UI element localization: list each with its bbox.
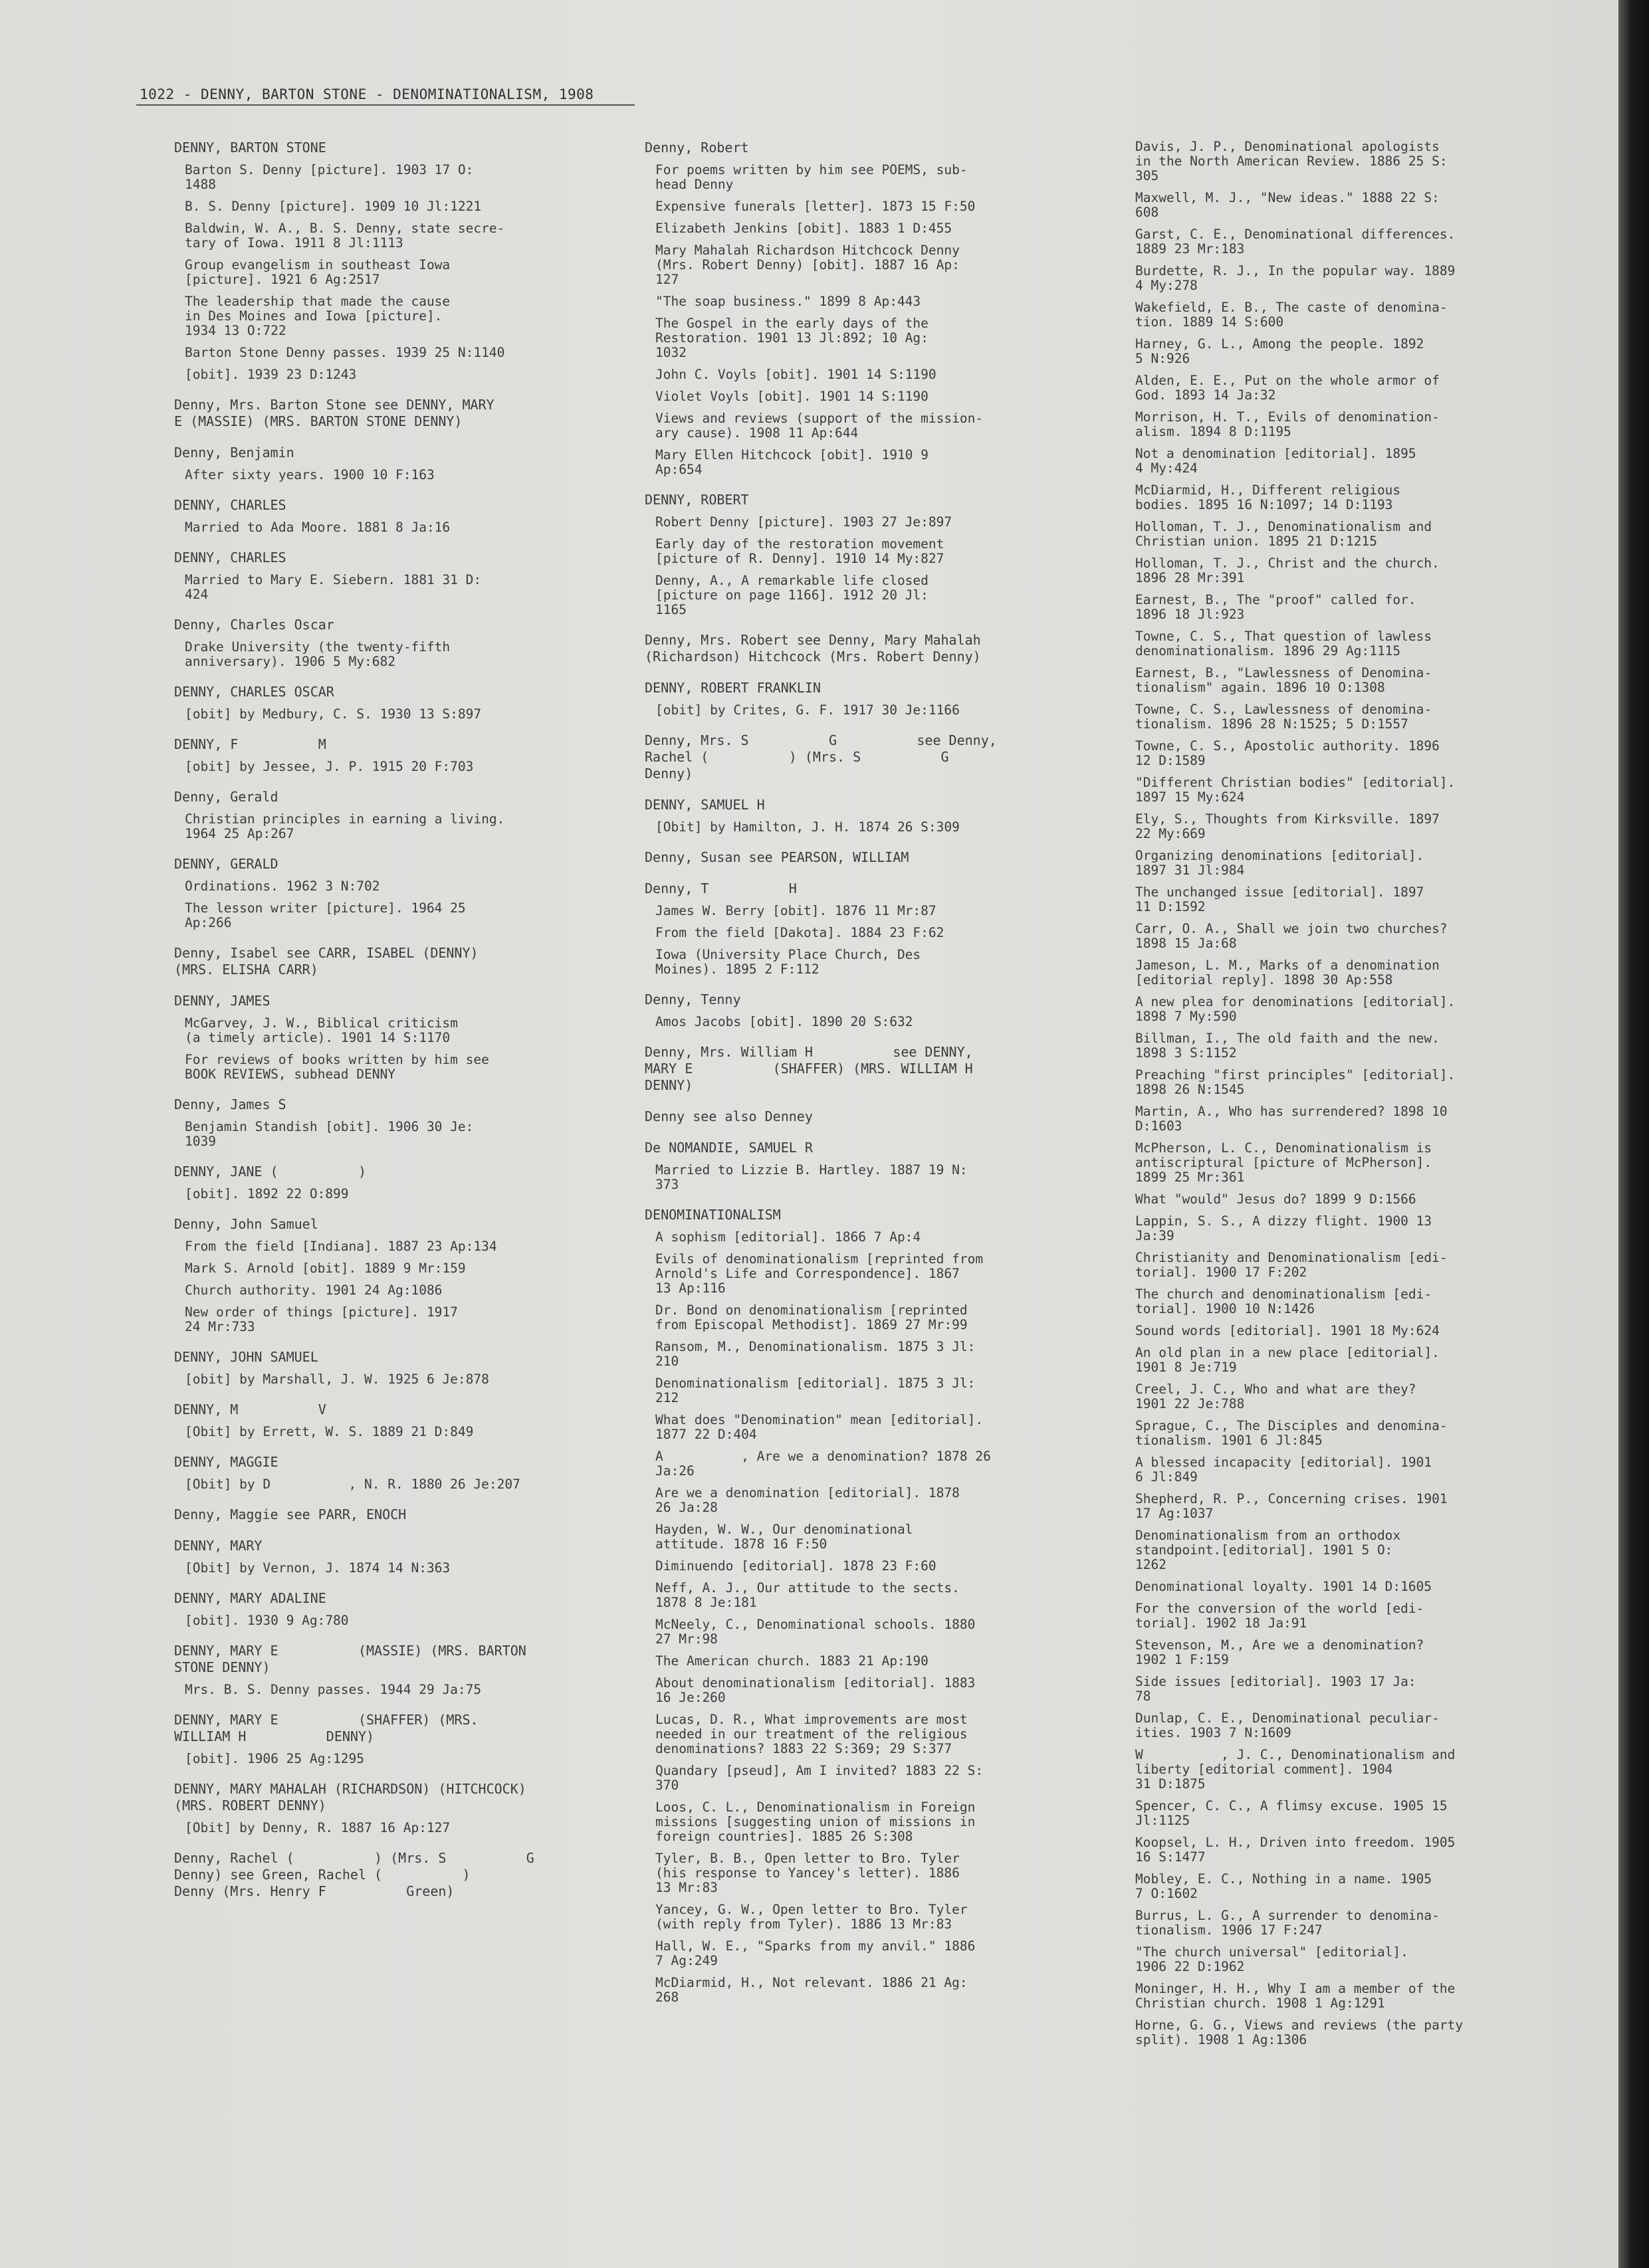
index-entry <box>645 492 1123 617</box>
citation-line: [Obit] by D , N. R. 1880 26 Je:207 <box>185 1477 520 1492</box>
citation-line: [obit]. 1930 9 Ag:780 <box>185 1613 349 1628</box>
citation-line: Barton Stone Denny passes. 1939 25 N:1140 <box>185 345 505 360</box>
citation-line: [obit] by Marshall, J. W. 1925 6 Je:878 <box>185 1372 489 1387</box>
citation-line: [obit]. 1892 22 O:899 <box>185 1186 349 1201</box>
citation-line: Church authority. 1901 24 Ag:1086 <box>185 1283 443 1298</box>
entry-heading: DENNY, MARY E (SHAFFER) (MRS. WILLIAM H DENNY) <box>174 1712 479 1744</box>
citation-line: A new plea for denominations [editorial]. 1898 7 My:590 <box>1135 994 1456 1024</box>
citation-line: Organizing denominations [editorial]. 1897 31 Jl:984 <box>1135 848 1424 878</box>
citation-line: Horne, G. G., Views and reviews (the party split). 1908 1 Ag:1306 <box>1135 2017 1464 2047</box>
citation-line: About denominationalism [editorial]. 1883 16 Je:260 <box>655 1675 976 1705</box>
entry-heading: DENNY, MARY ADALINE <box>174 1590 326 1606</box>
citation-line: Sound words [editorial]. 1901 18 My:624 <box>1135 1323 1440 1338</box>
citation-line: [Obit] by Denny, R. 1887 16 Ap:127 <box>185 1820 451 1835</box>
index-entry <box>645 991 1123 1029</box>
index-entry <box>174 550 639 602</box>
citation-line: Creel, J. C., Who and what are they? 1901 22 Je:788 <box>1135 1382 1416 1411</box>
index-entry <box>174 1712 639 1766</box>
citation-line: Davis, J. P., Denominational apologists in the North American Review. 1886 25 S: 305 <box>1135 139 1448 183</box>
citation-line: Hayden, W. W., Our denominational attitude. 1878 16 F:50 <box>655 1522 913 1552</box>
index-entry <box>174 1096 639 1149</box>
citation-line: After sixty years. 1900 10 F:163 <box>185 467 435 482</box>
entry-heading: DENNY, JOHN SAMUEL <box>174 1349 318 1365</box>
citation-line: Married to Ada Moore. 1881 8 Ja:16 <box>185 520 451 535</box>
entry-heading: Denny, John Samuel <box>174 1216 318 1232</box>
citation-line: John C. Voyls [obit]. 1901 14 S:1190 <box>655 367 936 382</box>
index-entry <box>174 856 639 930</box>
citation-line: McPherson, L. C., Denominationalism is antiscriptural [picture of McPherson]. 1899 25 Mr:361 <box>1135 1140 1432 1185</box>
citation-line: Barton S. Denny [picture]. 1903 17 O: 1488 <box>185 162 474 192</box>
page-header: 1022 - DENNY, BARTON STONE - DENOMINATIONALISM, 1908 <box>140 86 594 102</box>
index-entry <box>174 1349 639 1387</box>
index-entry <box>174 1401 639 1439</box>
citation-line: McGarvey, J. W., Biblical criticism (a timely article). 1901 14 S:1170 <box>185 1015 458 1045</box>
citation-line: The unchanged issue [editorial]. 1897 11 D:1592 <box>1135 884 1424 914</box>
entry-heading: De NOMANDIE, SAMUEL R <box>645 1140 813 1156</box>
entry-heading: DENNY, MARY <box>174 1538 263 1554</box>
citation-line: [Obit] by Errett, W. S. 1889 21 D:849 <box>185 1424 474 1439</box>
citation-line: Holloman, T. J., Denominationalism and Christian union. 1895 21 D:1215 <box>1135 519 1432 549</box>
index-entry <box>174 1506 639 1523</box>
citation-line: Alden, E. E., Put on the whole armor of God. 1893 14 Ja:32 <box>1135 373 1440 403</box>
index-entry <box>1135 140 1600 2047</box>
citation-line: Mark S. Arnold [obit]. 1889 9 Mr:159 <box>185 1261 466 1276</box>
citation-line: Koopsel, L. H., Driven into freedom. 1905 16 S:1477 <box>1135 1835 1456 1865</box>
index-entry <box>645 1044 1123 1094</box>
entry-heading: DENNY, CHARLES OSCAR <box>174 684 334 700</box>
citation-line: The American church. 1883 21 Ap:190 <box>655 1653 929 1669</box>
citation-line: Mrs. B. S. Denny passes. 1944 29 Ja:75 <box>185 1682 482 1697</box>
citation-line: Denominationalism from an orthodox standpoint.[editorial]. 1901 5 O: 1262 <box>1135 1528 1401 1572</box>
citation-line: Violet Voyls [obit]. 1901 14 S:1190 <box>655 389 929 404</box>
index-entry <box>645 632 1123 665</box>
citation-line: Yancey, G. W., Open letter to Bro. Tyler (with reply from Tyler). 1886 13 Mr:83 <box>655 1902 968 1932</box>
citation-line: [obit]. 1906 25 Ag:1295 <box>185 1751 365 1766</box>
index-entry <box>174 497 639 535</box>
citation-line: Jameson, L. M., Marks of a denomination [editorial reply]. 1898 30 Ap:558 <box>1135 958 1440 987</box>
citation-line: What "would" Jesus do? 1899 9 D:1566 <box>1135 1191 1416 1207</box>
entry-heading: DENNY, JAMES <box>174 993 271 1009</box>
citation-line: Early day of the restoration movement [picture of R. Denny]. 1910 14 My:827 <box>655 536 944 566</box>
citation-line: Quandary [pseud], Am I invited? 1883 22 S: 370 <box>655 1763 984 1793</box>
column-2 <box>645 140 1123 2019</box>
citation-line: Denominationalism [editorial]. 1875 3 Jl: 212 <box>655 1376 976 1405</box>
index-entry <box>174 993 639 1082</box>
entry-heading: Denny, Benjamin <box>174 445 294 461</box>
index-entry <box>174 1643 639 1697</box>
entry-heading: Denny, Mrs. William H see DENNY, MARY E (SHAFFER) (MRS. WILLIAM H DENNY) <box>645 1044 973 1093</box>
citation-line: What does "Denomination" mean [editorial]. 1877 22 D:404 <box>655 1412 984 1442</box>
index-entry <box>645 880 1123 977</box>
column-3 <box>1135 140 1600 2062</box>
index-entry <box>645 1140 1123 1192</box>
index-entry <box>174 1850 639 1900</box>
citation-line: Garst, C. E., Denominational differences. 1889 23 Mr:183 <box>1135 227 1456 257</box>
entry-heading: DENOMINATIONALISM <box>645 1207 781 1223</box>
index-entry <box>645 849 1123 866</box>
page-binding-edge <box>1618 0 1649 2268</box>
index-entry <box>174 684 639 722</box>
index-entry <box>174 1164 639 1201</box>
citation-line: Ordinations. 1962 3 N:702 <box>185 878 380 894</box>
entry-heading: DENNY, MARY MAHALAH (RICHARDSON) (HITCHCOCK) (MRS. ROBERT DENNY) <box>174 1781 526 1813</box>
citation-line: Morrison, H. T., Evils of denomination- alism. 1894 8 D:1195 <box>1135 409 1440 439</box>
entry-heading: Denny, Isabel see CARR, ISABEL (DENNY) (MRS. ELISHA CARR) <box>174 945 479 978</box>
entry-heading: DENNY, ROBERT FRANKLIN <box>645 680 821 696</box>
citation-line: Towne, C. S., That question of lawless denominationalism. 1896 29 Ag:1115 <box>1135 629 1432 659</box>
citation-line: Group evangelism in southeast Iowa [picture]. 1921 6 Ag:2517 <box>185 257 451 287</box>
citation-line: Denominational loyalty. 1901 14 D:1605 <box>1135 1579 1432 1594</box>
citation-line: Side issues [editorial]. 1903 17 Ja: 78 <box>1135 1674 1416 1704</box>
citation-line: Maxwell, M. J., "New ideas." 1888 22 S: 608 <box>1135 190 1440 220</box>
entry-heading: DENNY, GERALD <box>174 856 278 872</box>
citation-line: Mary Ellen Hitchcock [obit]. 1910 9 Ap:654 <box>655 447 929 477</box>
citation-line: B. S. Denny [picture]. 1909 10 Jl:1221 <box>185 199 482 214</box>
entry-heading: Denny, Tenny <box>645 991 741 1007</box>
index-entry <box>174 945 639 978</box>
citation-line: W , J. C., Denominationalism and liberty [editorial comment]. 1904 31 D:1875 <box>1135 1747 1456 1792</box>
header-underline <box>136 104 635 106</box>
entry-heading: DENNY, M V <box>174 1401 326 1417</box>
citation-line: Burdette, R. J., In the popular way. 1889 4 My:278 <box>1135 263 1456 293</box>
index-entry <box>174 140 639 382</box>
citation-line: For the conversion of the world [edi- torial]. 1902 18 Ja:91 <box>1135 1601 1424 1631</box>
citation-line: Martin, A., Who has surrendered? 1898 10 D:1603 <box>1135 1104 1448 1134</box>
index-entry <box>174 789 639 841</box>
index-entry <box>174 617 639 669</box>
citation-line: Earnest, B., The "proof" called for. 1896 18 Jl:923 <box>1135 592 1416 622</box>
citation-line: Preaching "first principles" [editorial]. 1898 26 N:1545 <box>1135 1067 1456 1097</box>
entry-heading: Denny, Gerald <box>174 789 278 805</box>
index-entry <box>645 1108 1123 1125</box>
citation-line: Mobley, E. C., Nothing in a name. 1905 7 O:1602 <box>1135 1871 1432 1901</box>
citation-line: Loos, C. L., Denominationalism in Foreign missions [suggesting union of missions in foreign countries]. 1885 26 S:308 <box>655 1800 976 1844</box>
citation-line: Married to Mary E. Siebern. 1881 31 D: 424 <box>185 572 482 602</box>
citation-line: Stevenson, M., Are we a denomination? 1902 1 F:159 <box>1135 1637 1424 1667</box>
citation-line: Drake University (the twenty-fifth anniversary). 1906 5 My:682 <box>185 639 451 669</box>
index-entry <box>174 1590 639 1628</box>
entry-heading: DENNY, SAMUEL H <box>645 797 765 813</box>
citation-line: An old plan in a new place [editorial]. 1901 8 Je:719 <box>1135 1345 1440 1375</box>
citation-line: Ely, S., Thoughts from Kirksville. 1897 22 My:669 <box>1135 811 1440 841</box>
citation-line: A sophism [editorial]. 1866 7 Ap:4 <box>655 1229 921 1245</box>
entry-heading: DENNY, MAGGIE <box>174 1454 278 1470</box>
citation-line: [obit]. 1939 23 D:1243 <box>185 367 357 382</box>
index-entry <box>645 140 1123 477</box>
entry-heading: Denny, Robert <box>645 140 749 155</box>
citation-line: Spencer, C. C., A flimsy excuse. 1905 15 Jl:1125 <box>1135 1798 1448 1828</box>
citation-line: Views and reviews (support of the mission- ary cause). 1908 11 Ap:644 <box>655 411 984 441</box>
entry-heading: DENNY, F M <box>174 736 326 752</box>
citation-line: Evils of denominationalism [reprinted from Arnold's Life and Correspondence]. 1867 13 Ap:116 <box>655 1251 984 1296</box>
citation-line: [obit] by Crites, G. F. 1917 30 Je:1166 <box>655 702 960 718</box>
citation-line: The leadership that made the cause in Des Moines and Iowa [picture]. 1934 13 O:722 <box>185 294 451 338</box>
citation-line: [obit] by Jessee, J. P. 1915 20 F:703 <box>185 759 474 774</box>
index-entry <box>645 732 1123 782</box>
citation-line: "Different Christian bodies" [editorial]. 1897 15 My:624 <box>1135 775 1456 805</box>
citation-line: Lucas, D. R., What improvements are most needed in our treatment of the religious denominations? 1883 22 S:369; 29 S:377 <box>655 1712 968 1756</box>
citation-line: McNeely, C., Denominational schools. 1880 27 Mr:98 <box>655 1617 976 1647</box>
entry-heading: Denny, Mrs. S G see Denny, Rachel ( ) (Mrs. S G Denny) <box>645 732 997 781</box>
entry-heading: Denny, Charles Oscar <box>174 617 334 633</box>
citation-line: The lesson writer [picture]. 1964 25 Ap:266 <box>185 900 466 930</box>
citation-line: Robert Denny [picture]. 1903 27 Je:897 <box>655 514 952 530</box>
citation-line: Denny, A., A remarkable life closed [picture on page 1166]. 1912 20 Jl: 1165 <box>655 573 929 617</box>
citation-line: Harney, G. L., Among the people. 1892 5 N:926 <box>1135 336 1424 366</box>
entry-heading: Denny, Maggie see PARR, ENOCH <box>174 1506 407 1522</box>
citation-line: Lappin, S. S., A dizzy flight. 1900 13 Ja:39 <box>1135 1213 1432 1243</box>
citation-line: From the field [Indiana]. 1887 23 Ap:134 <box>185 1239 497 1254</box>
citation-line: Billman, I., The old faith and the new. 1898 3 S:1152 <box>1135 1031 1440 1061</box>
citation-line: Expensive funerals [letter]. 1873 15 F:50 <box>655 199 976 214</box>
citation-line: Burrus, L. G., A surrender to denomina- tionalism. 1906 17 F:247 <box>1135 1908 1440 1938</box>
entry-heading: Denny, Mrs. Robert see Denny, Mary Mahalah (Richardson) Hitchcock (Mrs. Robert Denny) <box>645 632 981 665</box>
citation-line: Hall, W. E., "Sparks from my anvil." 1886 7 Ag:249 <box>655 1938 976 1968</box>
citation-line: A blessed incapacity [editorial]. 1901 6 Jl:849 <box>1135 1455 1432 1485</box>
index-entry <box>174 736 639 774</box>
index-entry <box>645 680 1123 718</box>
citation-line: Tyler, B. B., Open letter to Bro. Tyler (his response to Yancey's letter). 1886 13 Mr:83 <box>655 1851 960 1895</box>
citation-line: Carr, O. A., Shall we join two churches? 1898 15 Ja:68 <box>1135 921 1448 951</box>
citation-line: "The soap business." 1899 8 Ap:443 <box>655 294 921 309</box>
citation-line: McDiarmid, H., Different religious bodies. 1895 16 N:1097; 14 D:1193 <box>1135 482 1401 512</box>
citation-line: Ransom, M., Denominationalism. 1875 3 Jl: 210 <box>655 1339 976 1369</box>
citation-line: James W. Berry [obit]. 1876 11 Mr:87 <box>655 903 936 918</box>
citation-line: Holloman, T. J., Christ and the church. 1896 28 Mr:391 <box>1135 556 1440 585</box>
citation-line: A , Are we a denomination? 1878 26 Ja:26 <box>655 1449 991 1479</box>
entry-heading: Denny, James S <box>174 1096 286 1112</box>
citation-line: Dunlap, C. E., Denominational peculiar- ities. 1903 7 N:1609 <box>1135 1710 1440 1740</box>
citation-line: Towne, C. S., Lawlessness of denomina- tionalism. 1896 28 N:1525; 5 D:1557 <box>1135 702 1432 732</box>
citation-line: McDiarmid, H., Not relevant. 1886 21 Ag: 268 <box>655 1975 968 2005</box>
citation-line: Are we a denomination [editorial]. 1878 26 Ja:28 <box>655 1485 960 1515</box>
citation-line: Wakefield, E. B., The caste of denomina- tion. 1889 14 S:600 <box>1135 300 1448 330</box>
entry-heading: Denny, Susan see PEARSON, WILLIAM <box>645 849 909 865</box>
citation-line: Diminuendo [editorial]. 1878 23 F:60 <box>655 1558 936 1574</box>
citation-line: Christian principles in earning a living. 1964 25 Ap:267 <box>185 811 505 841</box>
index-entry <box>174 1454 639 1492</box>
entry-heading: Denny, Mrs. Barton Stone see DENNY, MARY E (MASSIE) (MRS. BARTON STONE DENNY) <box>174 397 495 429</box>
entry-heading: DENNY, ROBERT <box>645 492 749 508</box>
citation-line: Towne, C. S., Apostolic authority. 1896 12 D:1589 <box>1135 738 1440 768</box>
index-entry <box>645 1207 1123 2005</box>
citation-line: Mary Mahalah Richardson Hitchcock Denny (Mrs. Robert Denny) [obit]. 1887 16 Ap: 127 <box>655 243 960 287</box>
citation-line: Neff, A. J., Our attitude to the sects. 1878 8 Je:181 <box>655 1580 960 1610</box>
citation-line: Not a denomination [editorial]. 1895 4 My:424 <box>1135 446 1416 476</box>
citation-line: For reviews of books written by him see BOOK REVIEWS, subhead DENNY <box>185 1052 489 1082</box>
citation-line: Sprague, C., The Disciples and denomina- tionalism. 1901 6 Jl:845 <box>1135 1418 1448 1448</box>
index-entry <box>174 397 639 430</box>
entry-heading: Denny see also Denney <box>645 1108 813 1124</box>
citation-line: Dr. Bond on denominationalism [reprinted from Episcopal Methodist]. 1869 27 Mr:99 <box>655 1302 968 1332</box>
index-entry <box>174 1781 639 1835</box>
index-entry <box>174 445 639 482</box>
citation-line: New order of things [picture]. 1917 24 Mr:733 <box>185 1304 458 1334</box>
entry-heading: DENNY, CHARLES <box>174 550 286 566</box>
entry-heading: Denny, T H <box>645 880 797 896</box>
citation-line: Amos Jacobs [obit]. 1890 20 S:632 <box>655 1014 913 1029</box>
citation-line: Married to Lizzie B. Hartley. 1887 19 N: 373 <box>655 1162 968 1192</box>
column-1 <box>174 140 639 1914</box>
citation-line: From the field [Dakota]. 1884 23 F:62 <box>655 925 944 940</box>
entry-heading: DENNY, BARTON STONE <box>174 140 326 155</box>
index-entry <box>174 1216 639 1334</box>
entry-heading: DENNY, JANE ( ) <box>174 1164 366 1180</box>
entry-heading: DENNY, MARY E (MASSIE) (MRS. BARTON STONE DENNY) <box>174 1643 526 1675</box>
citation-line: The Gospel in the early days of the Restoration. 1901 13 Jl:892; 10 Ag: 1032 <box>655 316 929 360</box>
citation-line: Iowa (University Place Church, Des Moines). 1895 2 F:112 <box>655 947 921 977</box>
entry-heading: Denny, Rachel ( ) (Mrs. S G Denny) see Green, Rachel ( ) Denny (Mrs. Henry F Green) <box>174 1850 534 1899</box>
citation-line: The church and denominationalism [edi- torial]. 1900 10 N:1426 <box>1135 1287 1432 1316</box>
citation-line: Baldwin, W. A., B. S. Denny, state secre- tary of Iowa. 1911 8 Jl:1113 <box>185 221 505 251</box>
citation-line: [Obit] by Vernon, J. 1874 14 N:363 <box>185 1560 451 1576</box>
citation-line: "The church universal" [editorial]. 1906 22 D:1962 <box>1135 1944 1408 1974</box>
index-entry <box>645 797 1123 835</box>
index-entry <box>174 1538 639 1576</box>
entry-heading: DENNY, CHARLES <box>174 497 286 513</box>
citation-line: Moninger, H. H., Why I am a member of the Christian church. 1908 1 Ag:1291 <box>1135 1981 1456 2011</box>
citation-line: Christianity and Denominationalism [edi- torial]. 1900 17 F:202 <box>1135 1250 1448 1280</box>
citation-line: Earnest, B., "Lawlessness of Denomina- tionalism" again. 1896 10 O:1308 <box>1135 665 1432 695</box>
citation-line: For poems written by him see POEMS, sub- head Denny <box>655 162 968 192</box>
citation-line: [obit] by Medbury, C. S. 1930 13 S:897 <box>185 706 482 722</box>
citation-line: [Obit] by Hamilton, J. H. 1874 26 S:309 <box>655 819 960 835</box>
citation-line: Shepherd, R. P., Concerning crises. 1901 17 Ag:1037 <box>1135 1491 1448 1521</box>
citation-line: Elizabeth Jenkins [obit]. 1883 1 D:455 <box>655 221 952 236</box>
citation-line: Benjamin Standish [obit]. 1906 30 Je: 1039 <box>185 1119 474 1149</box>
